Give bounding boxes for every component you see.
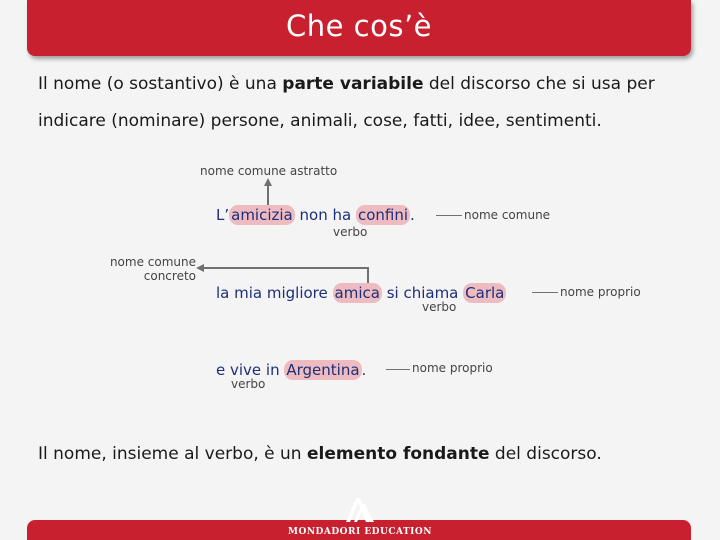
sentence-2 [216,284,506,302]
label-nome-comune: nome comune [464,208,551,222]
connector-concreto-horizontal [202,267,369,269]
sentence-1-part-a: L’ [216,206,230,224]
sentence-1-part-e: . [410,206,415,224]
label-verbo-2: verbo [422,300,457,314]
label-concreto-line-1: nome comune [109,255,196,269]
label-nome-proprio-1: nome proprio [560,285,641,299]
highlight-confini: confini [357,206,409,224]
intro-text-1: Il nome (o sostantivo) è una [38,74,283,94]
highlight-amica: amica [334,284,380,302]
highlight-argentina: Argentina [286,361,360,379]
label-nome-comune-concreto [100,255,196,283]
intro-text-2: del discorso che si usa per indicare (nominare) persone, animali, cose, fatti, idee, sentimenti. [38,74,655,131]
connector-proprio-2 [386,369,410,370]
footer-logo-text: MONDADORI EDUCATION [288,527,432,537]
outro-bold: elemento fondante [306,444,490,464]
label-nome-proprio-2: nome proprio [412,361,493,375]
mondadori-logo-icon [342,496,378,522]
sentence-1 [216,206,415,224]
sentence-2-part-a: la mia migliore [216,284,333,302]
arrow-up-icon [264,178,272,186]
connector-comune [436,215,462,216]
intro-bold: parte variabile [282,74,424,94]
connector-concreto-vertical [367,267,369,283]
label-verbo-1: verbo [333,225,368,239]
sentence-1-part-c: non ha [294,206,356,224]
sentence-3-part-c: . [361,361,367,379]
connector-proprio-1 [532,292,558,293]
arrow-left-icon [196,264,204,272]
outro-text-1: Il nome, insieme al verbo, è un [38,444,307,464]
label-verbo-3: verbo [231,377,266,391]
intro-paragraph [38,66,698,140]
sentence-3-part-a: e vive in [216,361,285,379]
sentence-2-part-c: si chiama [381,284,464,302]
highlight-amicizia: amicizia [231,206,293,224]
page-title: Che cos’è [285,9,433,43]
highlight-carla: Carla [465,284,505,302]
outro-paragraph [38,444,698,464]
label-concreto-line-2: concreto [143,269,196,283]
label-nome-comune-astratto: nome comune astratto [200,164,338,178]
outro-text-2: del discorso. [489,444,602,464]
title-bar [27,0,691,56]
